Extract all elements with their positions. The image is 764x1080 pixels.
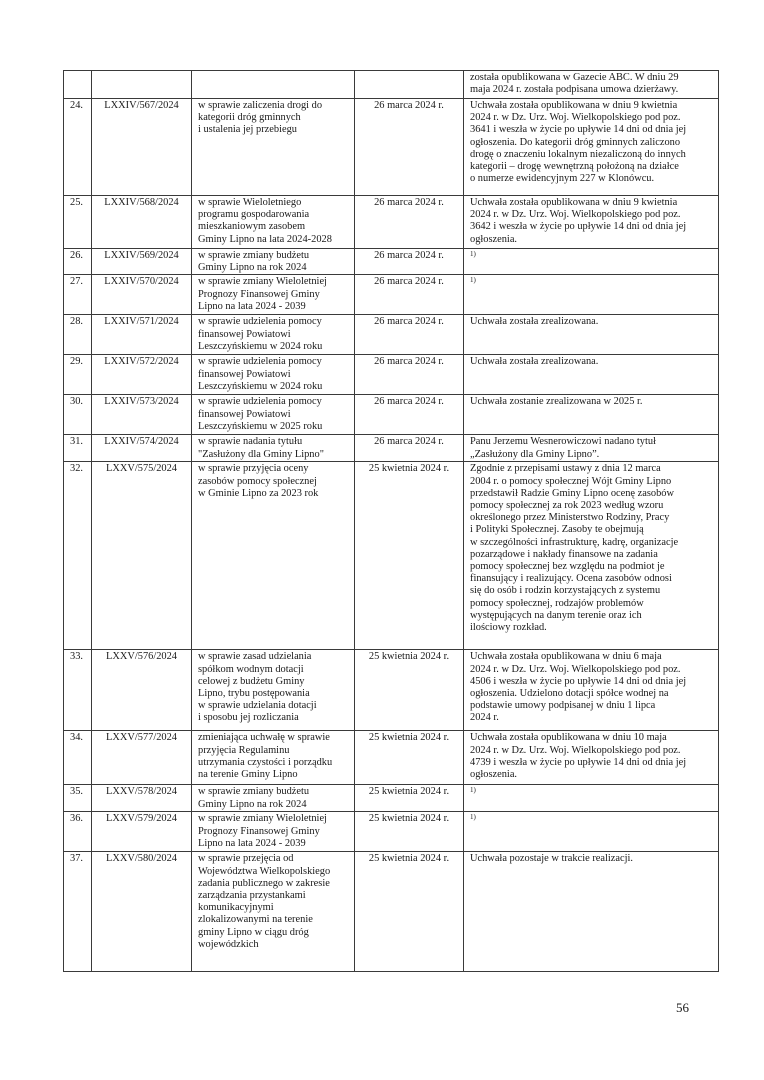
table-row [64, 275, 719, 315]
resolution-title-cell: w sprawie przejęcia od Województwa Wielkopolskiego zadania publicznego w zakresie zarządzania przystankami komunikacyjnymi zlokalizowanymi na terenie gminy Lipno w ciągu dróg wojewódzkich [192, 852, 355, 972]
row-number-cell: 35. [64, 785, 92, 812]
resolution-number-cell: LXXIV/569/2024 [92, 249, 192, 275]
table-row [64, 395, 719, 435]
resolution-title-cell: w sprawie udzielenia pomocy finansowej Powiatowi Leszczyńskiemu w 2024 roku [192, 355, 355, 395]
resolution-notes-cell [464, 785, 719, 812]
resolution-notes-cell [464, 462, 719, 650]
resolution-number-cell: LXXV/579/2024 [92, 812, 192, 852]
resolution-number-cell: LXXIV/574/2024 [92, 435, 192, 462]
resolution-date-cell: 25 kwietnia 2024 r. [355, 462, 464, 650]
resolution-notes-cell [464, 99, 719, 196]
resolution-date-cell: 25 kwietnia 2024 r. [355, 852, 464, 972]
resolution-title-cell [192, 71, 355, 99]
resolution-number-cell: LXXIV/573/2024 [92, 395, 192, 435]
row-number-cell: 29. [64, 355, 92, 395]
resolution-date-cell [355, 71, 464, 99]
resolution-notes-cell [464, 315, 719, 355]
notes-text: Uchwała została opublikowana w dniu 9 kwietnia 2024 r. w Dz. Urz. Woj. Wielkopolskiego pod poz. 3642 i weszła w życie po upływie 14 dni od dnia jej ogłoszenia. [470, 197, 687, 245]
row-number-cell: 30. [64, 395, 92, 435]
resolution-date-cell: 26 marca 2024 r. [355, 196, 464, 249]
resolution-number-cell: LXXIV/567/2024 [92, 99, 192, 196]
row-number-cell: 24. [64, 99, 92, 196]
footnote-marker: 1) [470, 813, 476, 822]
resolution-title-cell: w sprawie zmiany budżetu Gminy Lipno na rok 2024 [192, 249, 355, 275]
resolution-title-cell: w sprawie udzielenia pomocy finansowej Powiatowi Leszczyńskiemu w 2025 roku [192, 395, 355, 435]
resolution-title-cell: w sprawie Wieloletniego programu gospodarowania mieszkaniowym zasobem Gminy Lipno na lata 2024-2028 [192, 196, 355, 249]
resolution-date-cell: 26 marca 2024 r. [355, 99, 464, 196]
resolution-number-cell: LXXV/576/2024 [92, 650, 192, 731]
resolution-number-cell: LXXIV/568/2024 [92, 196, 192, 249]
resolution-number-cell: LXXV/577/2024 [92, 731, 192, 785]
footnote-marker: 1) [470, 276, 476, 285]
resolutions-table-body [64, 71, 719, 972]
notes-text: Uchwała została zrealizowana. [470, 356, 599, 368]
resolution-notes-cell [464, 731, 719, 785]
resolution-notes-cell [464, 275, 719, 315]
row-number-cell: 31. [64, 435, 92, 462]
resolution-date-cell: 26 marca 2024 r. [355, 355, 464, 395]
resolution-title-cell: w sprawie zaliczenia drogi do kategorii dróg gminnych i ustalenia jej przebiegu [192, 99, 355, 196]
table-row [64, 650, 719, 731]
resolution-title-cell: w sprawie udzielenia pomocy finansowej Powiatowi Leszczyńskiemu w 2024 roku [192, 315, 355, 355]
resolution-notes-cell [464, 196, 719, 249]
resolution-title-cell: w sprawie nadania tytułu "Zasłużony dla Gminy Lipno" [192, 435, 355, 462]
table-row [64, 71, 719, 99]
notes-text: Panu Jerzemu Wesnerowiczowi nadano tytuł „Zasłużony dla Gminy Lipno”. [470, 436, 656, 460]
resolution-title-cell: w sprawie zmiany Wieloletniej Prognozy Finansowej Gminy Lipno na lata 2024 - 2039 [192, 812, 355, 852]
row-number-cell: 32. [64, 462, 92, 650]
row-number-cell: 25. [64, 196, 92, 249]
resolutions-table [63, 70, 719, 972]
resolution-date-cell: 25 kwietnia 2024 r. [355, 731, 464, 785]
row-number-cell: 37. [64, 852, 92, 972]
table-row [64, 249, 719, 275]
resolution-notes-cell [464, 249, 719, 275]
footnote-marker: 1) [470, 786, 476, 795]
resolution-date-cell: 26 marca 2024 r. [355, 249, 464, 275]
resolution-title-cell: w sprawie zmiany Wieloletniej Prognozy Finansowej Gminy Lipno na lata 2024 - 2039 [192, 275, 355, 315]
resolution-number-cell: LXXIV/572/2024 [92, 355, 192, 395]
resolution-number-cell [92, 71, 192, 99]
table-row [64, 315, 719, 355]
resolution-date-cell: 26 marca 2024 r. [355, 275, 464, 315]
page-number: 56 [676, 1000, 689, 1015]
row-number-cell: 28. [64, 315, 92, 355]
row-number-cell [64, 71, 92, 99]
notes-text: Uchwała została opublikowana w dniu 10 maja 2024 r. w Dz. Urz. Woj. Wielkopolskiego pod poz. 4739 i weszła w życie po upływie 14 dni od dnia jej ogłoszenia. [470, 732, 687, 781]
resolution-date-cell: 26 marca 2024 r. [355, 315, 464, 355]
resolution-number-cell: LXXV/575/2024 [92, 462, 192, 650]
notes-text: Uchwała została opublikowana w dniu 9 kwietnia 2024 r. w Dz. Urz. Woj. Wielkopolskiego pod poz. 3641 i weszła w życie po upływie 14 dni od dnia jej ogłoszenia. Do kategorii dróg gminnych zaliczono drogę o znaczeniu lokalnym niezaliczoną do innych kategorii – drogę wewnętrzną położoną na działce o numerze ewidencyjnym 227 w Klonówcu. [470, 100, 687, 185]
row-number-cell: 26. [64, 249, 92, 275]
resolution-title-cell: w sprawie zmiany budżetu Gminy Lipno na rok 2024 [192, 785, 355, 812]
notes-text: Uchwała została zrealizowana. [470, 316, 599, 328]
resolution-number-cell: LXXV/580/2024 [92, 852, 192, 972]
table-row [64, 99, 719, 196]
resolution-notes-cell [464, 852, 719, 972]
resolution-notes-cell [464, 395, 719, 435]
resolution-number-cell: LXXIV/571/2024 [92, 315, 192, 355]
table-row [64, 355, 719, 395]
resolution-date-cell: 25 kwietnia 2024 r. [355, 812, 464, 852]
row-number-cell: 36. [64, 812, 92, 852]
resolution-notes-cell [464, 435, 719, 462]
table-row [64, 812, 719, 852]
notes-text: została opublikowana w Gazecie ABC. W dniu 29 maja 2024 r. została podpisana umowa dzierżawy. [470, 72, 679, 96]
resolution-date-cell: 26 marca 2024 r. [355, 395, 464, 435]
resolution-title-cell: w sprawie zasad udzielania spółkom wodnym dotacji celowej z budżetu Gminy Lipno, trybu postępowania w sprawie udzielania dotacji i sposobu jej rozliczania [192, 650, 355, 731]
resolution-number-cell: LXXIV/570/2024 [92, 275, 192, 315]
footnote-marker: 1) [470, 250, 476, 258]
resolution-notes-cell [464, 812, 719, 852]
resolution-title-cell: zmieniająca uchwałę w sprawie przyjęcia Regulaminu utrzymania czystości i porządku na terenie Gminy Lipno [192, 731, 355, 785]
notes-text: Uchwała pozostaje w trakcie realizacji. [470, 853, 633, 865]
table-row [64, 731, 719, 785]
resolution-notes-cell [464, 71, 719, 99]
row-number-cell: 34. [64, 731, 92, 785]
table-row [64, 852, 719, 972]
resolution-number-cell: LXXV/578/2024 [92, 785, 192, 812]
table-row [64, 196, 719, 249]
table-row [64, 435, 719, 462]
table-row [64, 462, 719, 650]
resolution-notes-cell [464, 650, 719, 731]
row-number-cell: 33. [64, 650, 92, 731]
resolution-date-cell: 26 marca 2024 r. [355, 435, 464, 462]
table-row [64, 785, 719, 812]
resolution-title-cell: w sprawie przyjęcia oceny zasobów pomocy społecznej w Gminie Lipno za 2023 rok [192, 462, 355, 650]
resolution-date-cell: 25 kwietnia 2024 r. [355, 785, 464, 812]
notes-text: Zgodnie z przepisami ustawy z dnia 12 marca 2004 r. o pomocy społecznej Wójt Gminy Lipno przedstawił Radzie Gminy Lipno ocenę zasobów pomocy społecznej za rok 2023 według wzoru określonego przez Ministerstwo Rodziny, Pracy i Polityki Społecznej. Zasoby te obejmują w szczególności infrastrukturę, kadrę, organizacje pozarządowe i nakłady finansowe na zadania pomocy społecznej bez względu na podmiot je finansujący i realizujący. Ocena zasobów odnosi się do osób i rodzin korzystających z systemu pomocy społecznej, rodzajów problemów występujących na danym terenie oraz ich ilościowy rozkład. [470, 463, 679, 634]
notes-text: Uchwała zostanie zrealizowana w 2025 r. [470, 396, 643, 408]
row-number-cell: 27. [64, 275, 92, 315]
resolution-date-cell: 25 kwietnia 2024 r. [355, 650, 464, 731]
notes-text: Uchwała została opublikowana w dniu 6 maja 2024 r. w Dz. Urz. Woj. Wielkopolskiego pod poz. 4506 i weszła w życie po upływie 14 dni od dnia jej ogłoszenia. Udzielono dotacji spółce wodnej na podstawie umowy podpisanej w dniu 1 lipca 2024 r. [470, 651, 687, 724]
resolution-notes-cell [464, 355, 719, 395]
